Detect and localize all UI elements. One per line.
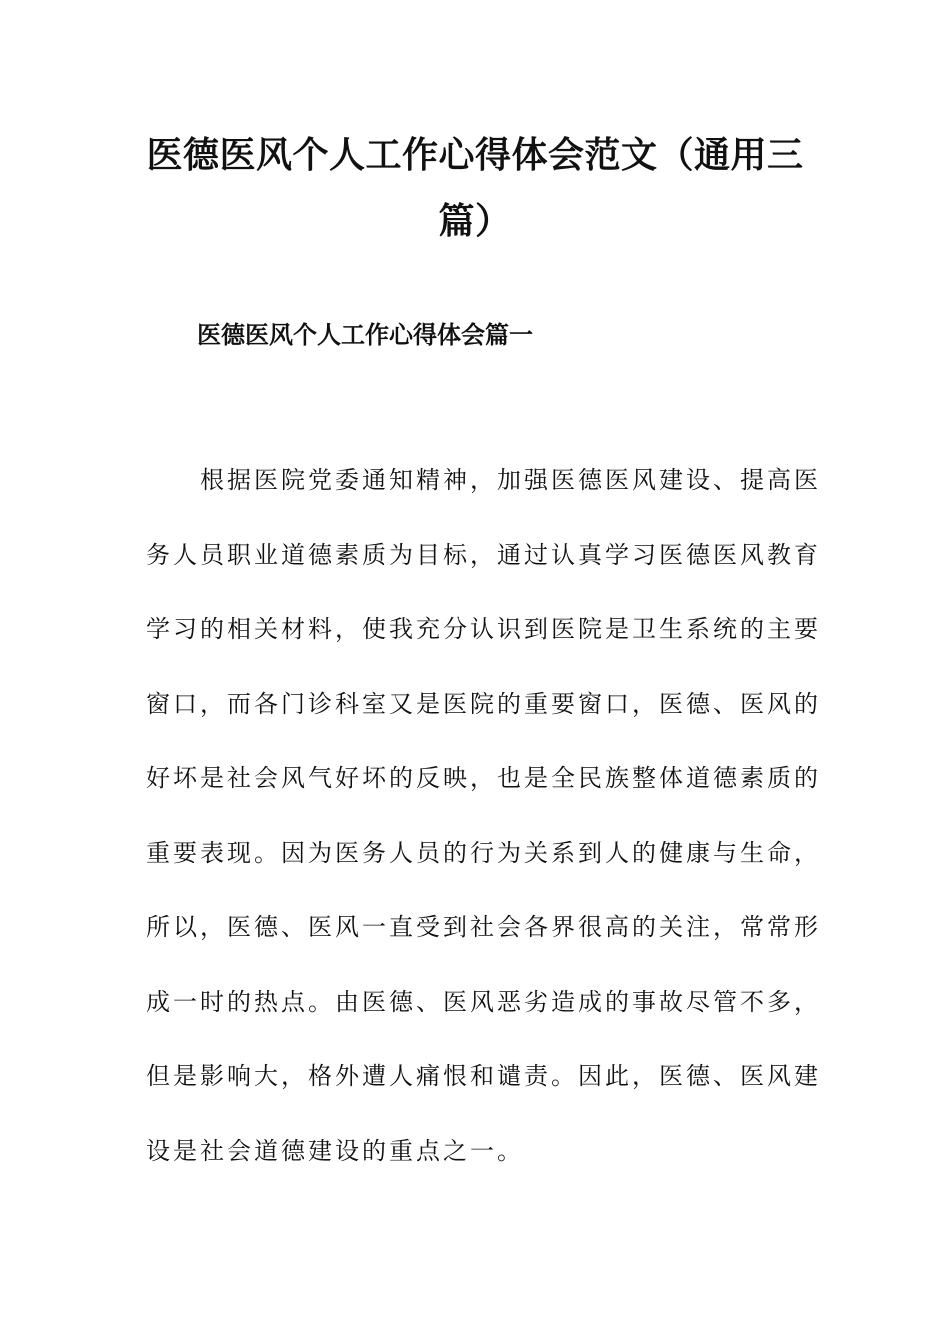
body-paragraph [146,443,821,1188]
paragraph-line: 设是社会道德建设的重点之一。 [146,1136,524,1165]
section-heading: 医德医风个人工作心得体会篇一 [197,321,533,349]
paragraph-line: 窗口，而各门诊科室又是医院的重要窗口，医德、医风的 [146,689,821,718]
paragraph-line: 务人员职业道德素质为目标，通过认真学习医德医风教育 [146,540,821,569]
paragraph-line: 成一时的热点。由医德、医风恶劣造成的事故尽管不多， [146,987,821,1016]
paragraph-line: 但是影响大，格外遭人痛恨和谴责。因此，医德、医风建 [146,1062,821,1090]
paragraph-line: 好坏是社会风气好坏的反映，也是全民族整体道德素质的 [146,764,821,792]
paragraph-line: 学习的相关材料，使我充分认识到医院是卫生系统的主要 [146,615,821,643]
paragraph-line: 重要表现。因为医务人员的行为关系到人的健康与生命， [146,838,821,867]
paragraph-line: 所以，医德、医风一直受到社会各界很高的关注，常常形 [146,913,821,941]
paragraph-line: 根据医院党委通知精神，加强医德医风建设、提高医 [146,466,821,494]
document-title: 医德医风个人工作心得体会范文（通用三篇） [146,134,804,242]
